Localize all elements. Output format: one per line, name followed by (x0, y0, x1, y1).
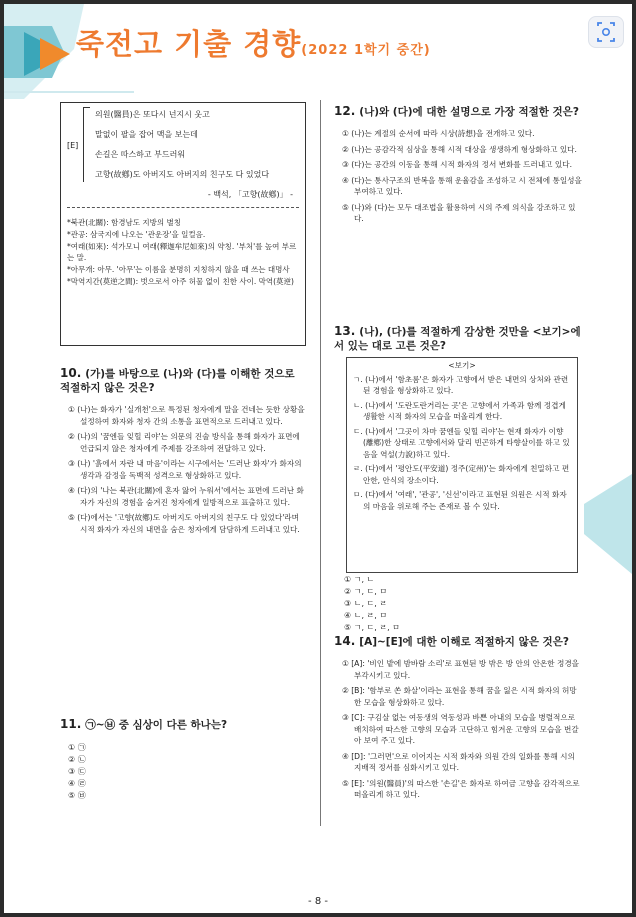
document-page (4, 4, 632, 913)
note-item: *막역지간(莫逆之間): 벗으로서 아주 허물 없이 친한 사이. 막역(莫逆) (67, 277, 294, 286)
poem-line: 말없이 팔을 잡어 맥을 보는데 (95, 130, 198, 139)
example-item: ㄴ. (나)에서 '도란도란거리는 곳'은 고향에서 가족과 함께 정겹게 생활한 시적 화자의 모습을 떠올리게 한다. (353, 400, 566, 421)
option[interactable]: ① ㄱ, ㄴ (344, 575, 375, 584)
poem-source: - 백석, 「고향(故鄕)」 - (207, 190, 293, 199)
glossary-notes (67, 217, 299, 288)
example-box (346, 357, 578, 573)
page-subtitle: (2022 1학기 중간) (301, 43, 431, 58)
question-12-options (342, 128, 582, 229)
question-13-options (344, 574, 584, 634)
note-item: *아무개: 아무. '아무'는 이름을 분명히 지칭하지 않을 때 쓰는 대명사 (67, 265, 290, 274)
note-item: *관공: 삼국지에 나오는 '관운장'을 일컬음. (67, 230, 206, 239)
option[interactable]: ② (나)는 공감각적 심상을 통해 시적 대상을 생생하게 형상화하고 있다. (342, 144, 577, 154)
option[interactable]: ④ (다)는 통사구조의 반복을 통해 운율감을 조성하고 시 전체에 통일성을 부여하고 있다. (342, 175, 582, 196)
question-11-stem: 11. ㉠~㉥ 중 심상이 다른 하나는? (60, 717, 228, 731)
poem-line: 의원(醫員)은 또다시 넌지시 웃고 (95, 110, 210, 119)
option[interactable]: ③ [C]: 구김살 없는 여동생의 역동성과 바쁜 아내의 모습을 병렬적으로 배치하여 따스한 고향의 모습과 고단하고 힘겨운 고향의 모습을 번갈아 보여 주고 있다. (342, 713, 579, 745)
question-13-stem: 13. (나), (다)를 적절하게 감상한 것만을 <보기>에서 있는 대로 고른 것은? (334, 324, 581, 352)
side-decoration (584, 474, 632, 574)
option[interactable]: ③ ㉢ (68, 767, 86, 776)
example-item: ㄱ. (나)에서 '함초롬'은 화자가 고향에서 받은 내면의 상처와 관련된 경험을 형상화하고 있다. (353, 374, 569, 395)
question-12-stem: 12. (나)와 (다)에 대한 설명으로 가장 적절한 것은? (334, 104, 579, 118)
option[interactable]: ② (나)의 '꿈엔들 잊힐 리야'는 의문의 진술 방식을 통해 화자가 표면에 언급되지 않은 청자에게 주제를 강조하여 전달하고 있다. (68, 432, 300, 453)
option[interactable]: ⑤ ㉥ (68, 791, 86, 800)
example-item: ㄹ. (다)에서 '평안도(平安道) 정주(定州)'는 화자에게 친밀하고 편안한, 안식의 장소이다. (353, 464, 570, 485)
option[interactable]: ⑤ [E]: '의원(醫員)'의 따스한 '손길'은 화자로 하여금 고향을 감각적으로 떠올리게 하고 있다. (342, 778, 580, 799)
option[interactable]: ① (나)는 계절의 순서에 따라 시상(詩想)을 전개하고 있다. (342, 129, 535, 138)
option[interactable]: ⑤ ㄱ, ㄷ, ㄹ, ㅁ (344, 623, 400, 632)
example-item: ㄷ. (나)에서 '그곳이 차마 꿈엔들 잊힐 리야'는 현재 화자가 이향(離鄕)한 상태로 고향에서와 달리 빈곤하게 타향살이를 하고 있음을 역설(力說)하고 있다. (353, 426, 570, 459)
scan-button[interactable] (588, 16, 624, 48)
question-14-options (342, 658, 582, 805)
question-10-stem: 10. (가)를 바탕으로 (나)와 (다)를 이해한 것으로 적절하지 않은 것은? (60, 366, 295, 394)
page-number: - 8 - (308, 896, 328, 907)
option[interactable]: ② ㄱ, ㄷ, ㅁ (344, 587, 388, 596)
bracket-e (83, 107, 90, 182)
option[interactable]: ⑤ (다)에서는 '고향(故鄕)도 아버지도 아버지의 친구도 다 있었다'라며 시적 화자가 자신의 내면을 숨은 청자에게 담담하게 드러내고 있다. (68, 513, 300, 534)
question-10-options (68, 404, 308, 539)
dashed-separator (67, 207, 299, 208)
page-title: 죽전고 기출 경향(2022 1학기 중간) (76, 27, 431, 61)
option[interactable]: ② [B]: '함부로 쏜 화살'이라는 표현을 통해 꿈을 잃은 시적 화자의 허망한 모습을 형상화하고 있다. (342, 686, 577, 707)
option[interactable]: ④ ㉣ (68, 779, 86, 788)
example-item: ㅁ. (다)에서 '여래', '관공', '신선'이라고 표현된 의원은 시적 화자의 마음을 위로해 주는 존재로 볼 수 있다. (353, 490, 567, 511)
example-box-title: <보기> (448, 361, 476, 370)
question-14-stem: 14. [A]~[E]에 대한 이해로 적절하지 않은 것은? (334, 634, 569, 648)
option[interactable]: ④ (다)의 '나는 북관(北關)에 혼자 앓어 누워서'에서는 표면에 드러난 화자가 자신의 경험을 숨겨진 청자에게 일방적으로 표출하고 있다. (68, 486, 304, 507)
poem-line: 고향(故鄕)도 아버지도 아버지의 친구도 다 있었다 (95, 170, 270, 179)
option[interactable]: ① (나)는 화자가 '실개천'으로 특정된 청자에게 말을 건네는 듯한 상황을 설정하여 화자와 청자 간의 소통을 표면적으로 드러내고 있다. (68, 405, 305, 426)
option[interactable]: ① [A]: '비인 밭에 밤바람 소리'로 표현된 방 밖은 방 안의 안온한 정경을 부각시키고 있다. (342, 659, 580, 680)
note-item: *여래(如來): 석가모니 여래(釋迦牟尼如來)의 약칭. '부처'를 높여 부르는 말. (67, 242, 297, 262)
column-divider (320, 100, 321, 826)
passage-label: [E] (67, 141, 79, 150)
option[interactable]: ③ ㄴ, ㄷ, ㄹ (344, 599, 388, 608)
option[interactable]: ③ (나) '흙에서 자란 내 마음'이라는 시구에서는 '드러난 화자'가 화자의 생각과 감정을 독백적 성격으로 형상화하고 있다. (68, 459, 302, 480)
scan-icon (589, 17, 623, 47)
passage-box (60, 102, 306, 346)
option[interactable]: ④ ㄴ, ㄹ, ㅁ (344, 611, 388, 620)
option[interactable]: ⑤ (나)와 (다)는 모두 대조법을 활용하여 시의 주제 의식을 강조하고 있다. (342, 202, 576, 223)
option[interactable]: ② ㉡ (68, 755, 86, 764)
question-11-options (68, 742, 308, 802)
poem-line: 손길은 따스하고 부드러워 (95, 150, 186, 159)
option[interactable]: ③ (다)는 공간의 이동을 통해 시적 화자의 정서 변화를 드러내고 있다. (342, 160, 573, 169)
option[interactable]: ④ [D]: '그러면'으로 이어지는 시적 화자와 의원 간의 일화를 통해 시의 지배적 정서를 심화시키고 있다. (342, 751, 575, 772)
option[interactable]: ① ㉠ (68, 743, 86, 752)
note-item: *북관(北關): 함경남도 지방의 별칭 (67, 218, 181, 227)
